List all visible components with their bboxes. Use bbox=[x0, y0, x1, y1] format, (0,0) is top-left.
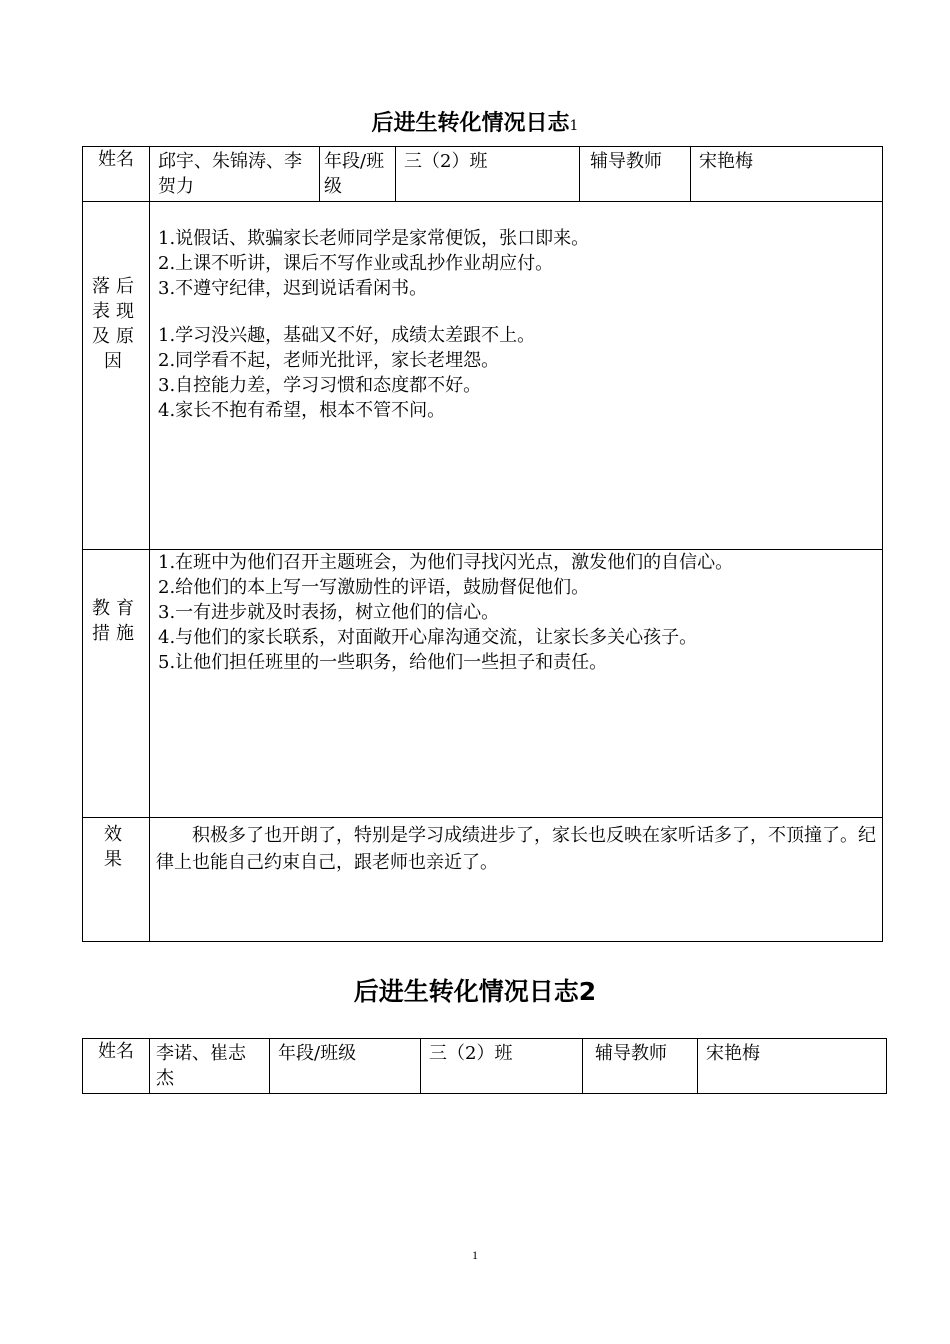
reason-item: 1.学习没兴趣，基础又不好，成绩太差跟不上。 bbox=[158, 325, 536, 346]
measure-item: 2.给他们的本上写一写激励性的评语，鼓励督促他们。 bbox=[158, 577, 590, 598]
log1-table bbox=[82, 146, 883, 942]
measures-label: 教育措施 bbox=[83, 550, 150, 818]
effect-label: 效果 bbox=[83, 818, 150, 942]
tutor-label: 辅导教师 bbox=[580, 147, 691, 202]
grade-label: 年段/班级 bbox=[270, 1039, 421, 1094]
tutor-value: 宋艳梅 bbox=[691, 147, 883, 202]
behavior-content bbox=[150, 202, 883, 550]
effect-text: 积极多了也开朗了，特别是学习成绩进步了，家长也反映在家听话多了，不顶撞了。纪律上也能自己约束自己，跟老师也亲近了。 bbox=[150, 818, 883, 942]
grade-value: 三（2）班 bbox=[396, 147, 580, 202]
measure-item: 5.让他们担任班里的一些职务，给他们一些担子和责任。 bbox=[158, 652, 608, 673]
page-number: 1 bbox=[472, 1248, 478, 1262]
measure-item: 1.在班中为他们召开主题班会，为他们寻找闪光点，激发他们的自信心。 bbox=[158, 552, 734, 573]
behavior-row bbox=[83, 202, 883, 550]
spacer bbox=[158, 301, 874, 323]
measures-content bbox=[150, 550, 883, 818]
reason-item: 2.同学看不起，老师光批评，家长老埋怨。 bbox=[158, 350, 500, 371]
measure-item: 4.与他们的家长联系，对面敞开心扉沟通交流，让家长多关心孩子。 bbox=[158, 627, 698, 648]
log1-title: 后进生转化情况日志1 bbox=[371, 111, 579, 136]
grade-label: 年段/班级 bbox=[320, 147, 396, 202]
performance-item: 2.上课不听讲，课后不写作业或乱抄作业胡应付。 bbox=[158, 253, 554, 274]
tutor-value: 宋艳梅 bbox=[698, 1039, 887, 1094]
log1-header-row bbox=[83, 147, 883, 202]
student-names: 李诺、崔志杰 bbox=[150, 1039, 270, 1094]
name-label: 姓名 bbox=[83, 147, 150, 202]
tutor-label: 辅导教师 bbox=[583, 1039, 698, 1094]
student-names: 邱宇、朱锦涛、李贺力 bbox=[150, 147, 320, 202]
reason-item: 3.自控能力差，学习习惯和态度都不好。 bbox=[158, 375, 482, 396]
measures-row bbox=[83, 550, 883, 818]
effect-row bbox=[83, 818, 883, 942]
performance-item: 1.说假话、欺骗家长老师同学是家常便饭，张口即来。 bbox=[158, 228, 590, 249]
log2-table bbox=[82, 1038, 887, 1094]
measure-item: 3.一有进步就及时表扬，树立他们的信心。 bbox=[158, 602, 500, 623]
log2-title: 后进生转化情况日志2 bbox=[353, 977, 597, 1006]
behavior-label: 落后表现及原因 bbox=[83, 202, 150, 550]
reason-item: 4.家长不抱有希望，根本不管不问。 bbox=[158, 400, 446, 421]
performance-item: 3.不遵守纪律，迟到说话看闲书。 bbox=[158, 278, 428, 299]
log2-header-row bbox=[83, 1039, 887, 1094]
grade-value: 三（2）班 bbox=[421, 1039, 583, 1094]
name-label: 姓名 bbox=[83, 1039, 150, 1094]
